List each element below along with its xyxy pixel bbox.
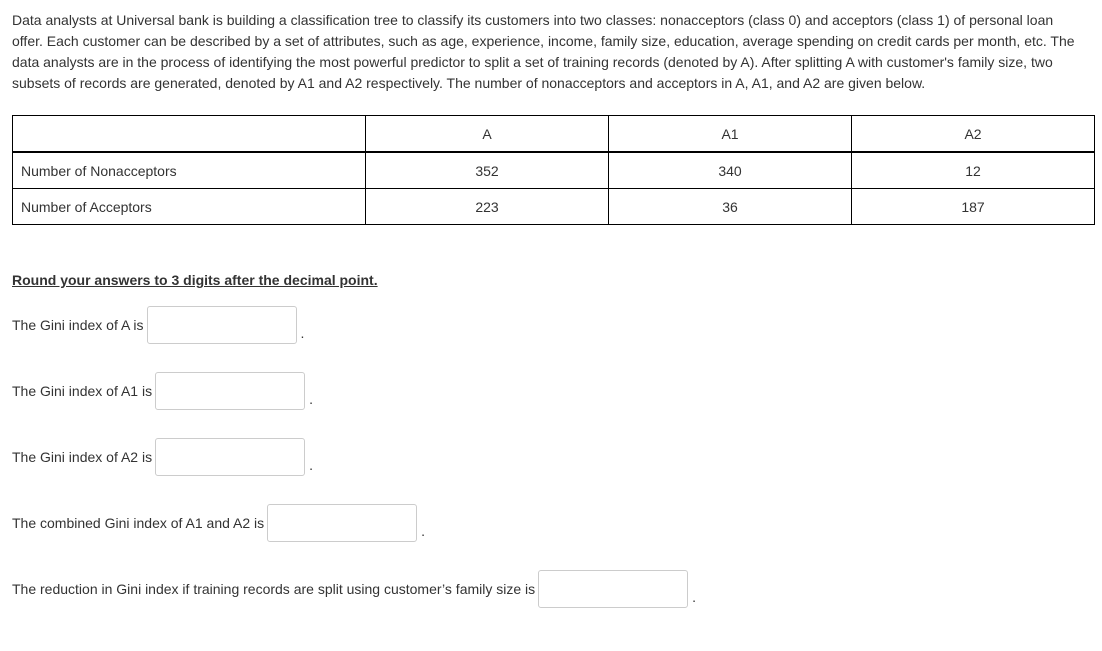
table-header-row xyxy=(13,116,1095,153)
table-cell: 223 xyxy=(366,189,609,225)
question-label: The Gini index of A2 is xyxy=(12,449,153,465)
question-combined-gini xyxy=(12,503,425,543)
question-gini-a xyxy=(12,305,304,345)
question-label: The Gini index of A is xyxy=(12,317,144,333)
table-header-a2: A2 xyxy=(852,116,1095,153)
table-cell: 187 xyxy=(852,189,1095,225)
gini-a1-input[interactable] xyxy=(155,372,305,410)
period: . xyxy=(692,589,697,605)
problem-statement: Data analysts at Universal bank is building a classification tree to classify its customers into two classes: nonacceptors (class 0) and acceptors (class 1) of personal loan offer. Each customer can be described by a set of attributes, such as age, experience, income, family size, education, average spending on credit cards per month, etc. The data analysts are in the process of identifying the most powerful predictor to split a set of training records (denoted by A). After splitting A with customer's family size, two subsets of records are generated, denoted by A1 and A2 respectively. The number of nonacceptors and acceptors in A, A1, and A2 are given below. xyxy=(12,12,1075,91)
table-cell: 340 xyxy=(609,152,852,189)
table-row xyxy=(13,152,1095,189)
question-gini-reduction xyxy=(12,569,696,609)
question-gini-a2 xyxy=(12,437,313,477)
combined-gini-input[interactable] xyxy=(267,504,417,542)
table-header-a1: A1 xyxy=(609,116,852,153)
question-label: The reduction in Gini index if training records are split using customer’s family size is xyxy=(12,581,536,597)
table-cell: 12 xyxy=(852,152,1095,189)
gini-a-input[interactable] xyxy=(147,306,297,344)
gini-reduction-input[interactable] xyxy=(538,570,688,608)
period: . xyxy=(309,457,313,473)
row-label: Number of Acceptors xyxy=(13,189,366,225)
row-label: Number of Nonacceptors xyxy=(13,152,366,189)
period: . xyxy=(421,523,426,539)
table-cell: 36 xyxy=(609,189,852,225)
period: . xyxy=(300,325,305,341)
table-row xyxy=(13,189,1095,225)
question-gini-a1 xyxy=(12,371,313,411)
question-label: The combined Gini index of A1 and A2 is xyxy=(12,515,265,531)
rounding-instruction: Round your answers to 3 digits after the decimal point. xyxy=(12,272,378,288)
table-cell: 352 xyxy=(366,152,609,189)
period: . xyxy=(309,391,313,407)
gini-a2-input[interactable] xyxy=(155,438,305,476)
table-header-blank xyxy=(13,116,366,153)
question-label: The Gini index of A1 is xyxy=(12,383,153,399)
table-header-a: A xyxy=(366,116,609,153)
counts-table xyxy=(12,115,1095,225)
